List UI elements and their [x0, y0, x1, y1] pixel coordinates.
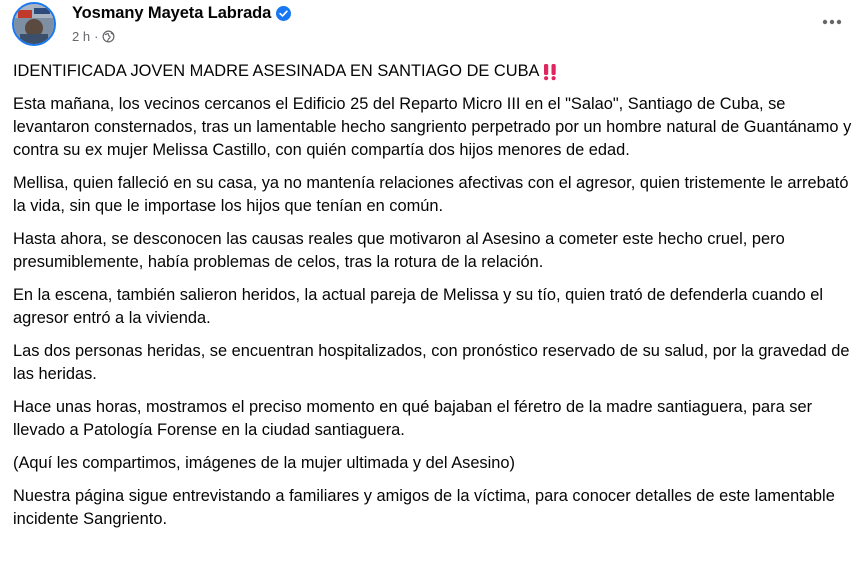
- post-timestamp[interactable]: 2 h: [72, 28, 91, 44]
- more-horizontal-icon: [822, 19, 842, 25]
- post-paragraph: Esta mañana, los vecinos cercanos el Edificio 25 del Reparto Micro III en el "Salao", Santiago de Cuba, se levantaron consternados, tras un lamentable hecho sangriento perpetrado por un hombre natural de Guantánamo y contra su ex mujer Melissa Castillo, con quién compartía dos hijos menores de edad.: [13, 95, 852, 159]
- post-paragraph: Hace unas horas, mostramos el preciso momento en qué bajaban el féretro de la madre santiaguera, para ser llevado a Patología Forense en la ciudad santiaguera.: [13, 398, 813, 439]
- post-meta: [72, 27, 115, 45]
- verified-badge-icon: [276, 6, 291, 21]
- headline-text: IDENTIFICADA JOVEN MADRE ASESINADA EN SANTIAGO DE CUBA: [13, 62, 540, 80]
- post-headline: [13, 60, 853, 83]
- avatar-photo: [14, 4, 54, 44]
- double-exclamation-icon: [542, 63, 558, 81]
- author-avatar[interactable]: [12, 2, 56, 46]
- post-body: [13, 60, 853, 541]
- post-paragraph: Las dos personas heridas, se encuentran hospitalizados, con pronóstico reservado de su salud, por la gravedad de las heridas.: [13, 342, 850, 383]
- more-options-button[interactable]: [814, 8, 850, 36]
- meta-separator: ·: [94, 28, 99, 44]
- author-line: [72, 3, 291, 23]
- post-paragraph: En la escena, también salieron heridos, la actual pareja de Melissa y su tío, quien trató de defenderla cuando el agresor entró a la vivienda.: [13, 286, 824, 327]
- author-name[interactable]: Yosmany Mayeta Labrada: [72, 3, 272, 22]
- post-header: [12, 0, 850, 52]
- post-paragraph: (Aquí les compartimos, imágenes de la mujer ultimada y del Asesino): [13, 454, 515, 472]
- globe-icon[interactable]: [102, 30, 115, 43]
- post-paragraph: Nuestra página sigue entrevistando a familiares y amigos de la víctima, para conocer detalles de este lamentable incidente Sangriento.: [13, 487, 835, 528]
- post-paragraph: Hasta ahora, se desconocen las causas reales que motivaron al Asesino a cometer este hecho cruel, pero presumiblemente, había problemas de celos, tras la rotura de la relación.: [13, 230, 785, 271]
- post-paragraph: Mellisa, quien falleció en su casa, ya no mantenía relaciones afectivas con el agresor, quien tristemente le arrebató la vida, sin que le importase los hijos que tenían en común.: [13, 174, 849, 215]
